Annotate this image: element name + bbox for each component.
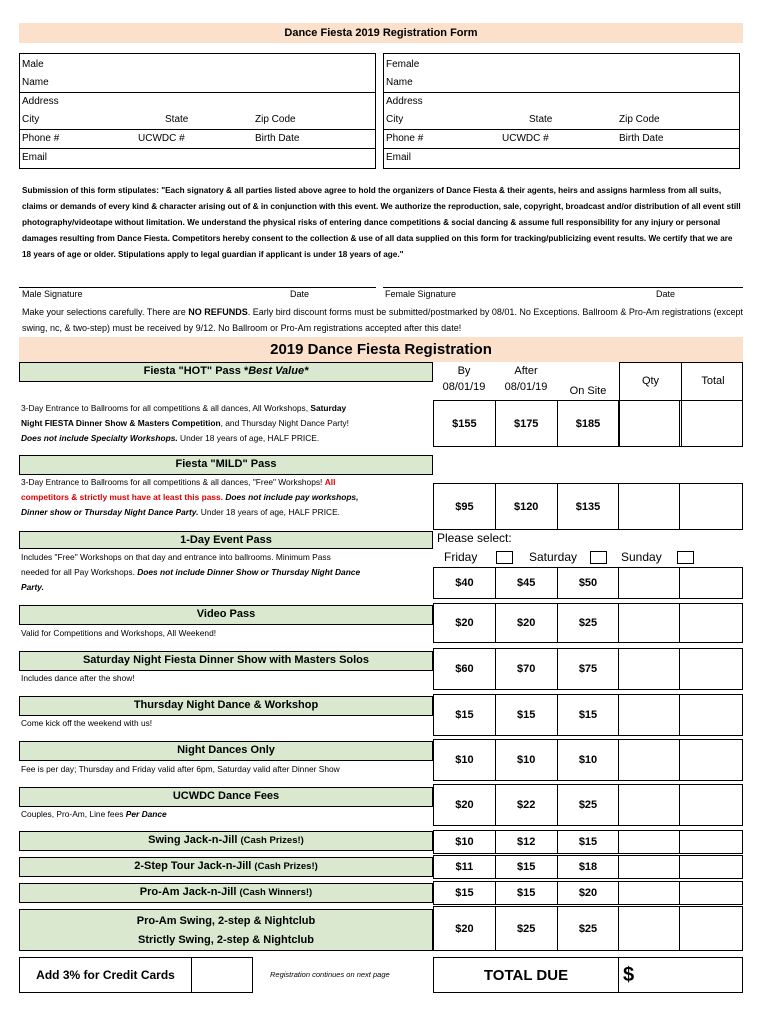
form-title: Dance Fiesta 2019 Registration Form xyxy=(19,23,743,43)
stipulations-text: Submission of this form stipulates: "Each signatory & all parties listed above agree to hold the organizers of Dance Fiesta & their agents, heirs and assigns harmless from all suits, claims or demands of every kind & character arising out of & in conjunction with this event. We authorize the reproduction, sale, copyright, broadcast and/or distribution of all event still photography/videotape without limitation. We understand the physical risks of entering dance competitions & social dancing & assume full responsibility for any injury or personal damages resulting from Dance Fiesta. Competitors hereby consent to the collection & use of all data supplied on this form for tracking/publicizing event results. We certify that we are 18 years of age or older. Stipulations apply to legal guardian if applicant is under 18 years of age." xyxy=(22,186,741,259)
qty-input[interactable] xyxy=(618,604,679,642)
total-input[interactable] xyxy=(679,604,742,642)
total-due-label: TOTAL DUE xyxy=(433,957,619,993)
total-input[interactable] xyxy=(679,882,742,904)
twostep-jnj-title: 2-Step Tour Jack-n-Jill (Cash Prizes!) xyxy=(19,857,433,877)
total-input[interactable] xyxy=(679,695,742,735)
price-onsite: $18 xyxy=(557,856,619,878)
price-onsite: $25 xyxy=(557,907,619,950)
total-input[interactable] xyxy=(679,740,742,780)
female-signature-line[interactable] xyxy=(383,287,743,288)
price-after: $70 xyxy=(495,649,557,689)
day-pass-title: 1-Day Event Pass xyxy=(19,531,433,549)
qty-input[interactable] xyxy=(618,568,679,598)
refund-note: Make your selections carefully. There are NO REFUNDS. Early bird discount forms must be submitted/postmarked by 08/01. No Exceptions. Ballroom & Pro-Am registrations (except swing, nc, & two-step) must be received by 9/12. No Ballroom or Pro-Am registrations accepted after this date! xyxy=(22,307,743,333)
qty-input[interactable] xyxy=(618,785,679,825)
proam-swing-title: Pro-Am Swing, 2-step & Nightclub Strictly Swing, 2-step & Nightclub xyxy=(19,909,433,951)
male-email-field[interactable]: Email xyxy=(22,152,48,163)
video-pass-desc: Valid for Competitions and Workshops, All Weekend! xyxy=(21,628,217,638)
price-onsite: $185 xyxy=(557,401,619,446)
male-signature-label: Male Signature xyxy=(22,289,83,299)
male-signature-line[interactable] xyxy=(19,287,376,288)
day-sunday-label: Sunday xyxy=(621,550,662,564)
continues-note: Registration continues on next page xyxy=(270,970,390,979)
female-heading: Female xyxy=(386,59,420,70)
dinner-show-desc: Includes dance after the show! xyxy=(21,673,135,683)
total-input[interactable] xyxy=(679,649,742,689)
thursday-prices xyxy=(433,694,743,736)
female-state-label: State xyxy=(529,114,553,125)
price-by: $10 xyxy=(433,831,495,853)
hot-pass-desc: 3-Day Entrance to Ballrooms for all competitions & all dances, All Workshops, Saturday Night FIESTA Dinner Show & Masters Competition, and Thursday Night Dance Party! Does not include Specialty Workshops. Under 18 years of age, HALF PRICE. xyxy=(21,403,349,443)
proam-jnj-title: Pro-Am Jack-n-Jill (Cash Winners!) xyxy=(19,883,433,903)
price-after: $120 xyxy=(495,484,557,529)
swing-jnj-prices xyxy=(433,830,743,854)
price-onsite: $75 xyxy=(557,649,619,689)
total-due-field[interactable] xyxy=(619,957,743,993)
female-signature-label: Female Signature xyxy=(385,289,457,299)
video-pass-title: Video Pass xyxy=(19,605,433,625)
qty-input[interactable] xyxy=(618,649,679,689)
male-info-box xyxy=(19,53,376,169)
price-after: $15 xyxy=(495,695,557,735)
male-birth-label: Birth Date xyxy=(255,133,300,144)
price-by: $40 xyxy=(433,568,495,598)
swing-jnj-title: Swing Jack-n-Jill (Cash Prizes!) xyxy=(19,831,433,851)
price-onsite: $135 xyxy=(557,484,619,529)
price-by: $155 xyxy=(433,401,495,446)
proam-jnj-prices xyxy=(433,881,743,905)
price-by: $20 xyxy=(433,907,495,950)
price-onsite: $15 xyxy=(557,695,619,735)
day-select-label: Please select: xyxy=(437,531,512,545)
registration-title: 2019 Dance Fiesta Registration xyxy=(19,337,743,362)
qty-input[interactable] xyxy=(618,907,679,950)
female-date-label: Date xyxy=(656,289,676,299)
price-after: $20 xyxy=(495,604,557,642)
male-zip-label: Zip Code xyxy=(255,114,296,125)
price-after: $22 xyxy=(495,785,557,825)
day-pass-desc: Includes "Free" Workshops on that day and entrance into ballrooms. Minimum Pass needed for all Pay Workshops. Does not include Dinner Show or Thursday Night Dance Party. xyxy=(21,552,361,592)
friday-checkbox[interactable] xyxy=(496,551,513,564)
ucwdc-fees-desc: Couples, Pro-Am, Line fees Per Dance xyxy=(21,809,167,819)
thursday-title: Thursday Night Dance & Workshop xyxy=(19,696,433,716)
ucwdc-fees-prices xyxy=(433,784,743,826)
total-input[interactable] xyxy=(679,401,742,446)
male-name-field[interactable]: Name xyxy=(20,74,375,93)
night-dances-prices xyxy=(433,739,743,781)
mild-pass-prices xyxy=(433,483,743,530)
price-by: $15 xyxy=(433,695,495,735)
col-after: After 08/01/19 xyxy=(504,365,548,393)
qty-input[interactable] xyxy=(618,484,679,529)
female-name-field[interactable]: Name xyxy=(384,74,739,93)
dinner-show-title: Saturday Night Fiesta Dinner Show with Masters Solos xyxy=(19,651,433,671)
total-input[interactable] xyxy=(679,907,742,950)
female-info-box xyxy=(383,53,740,169)
day-saturday-label: Saturday xyxy=(529,550,578,564)
dinner-show-prices xyxy=(433,648,743,690)
female-city-row[interactable] xyxy=(384,111,739,130)
price-onsite: $15 xyxy=(557,831,619,853)
col-total: Total xyxy=(701,375,725,387)
female-ucwdc-label: UCWDC # xyxy=(502,133,549,144)
price-by: $10 xyxy=(433,740,495,780)
price-after: $175 xyxy=(495,401,557,446)
credit-card-note: Add 3% for Credit Cards xyxy=(19,957,192,993)
price-onsite: $10 xyxy=(557,740,619,780)
hot-pass-title: Fiesta "HOT" Pass *Best Value* xyxy=(19,362,433,382)
day-friday-label: Friday xyxy=(444,550,478,564)
total-input[interactable] xyxy=(679,568,742,598)
thursday-desc: Come kick off the weekend with us! xyxy=(21,718,153,728)
total-input[interactable] xyxy=(679,785,742,825)
col-onsite: On Site xyxy=(569,385,607,397)
ucwdc-fees-title: UCWDC Dance Fees xyxy=(19,787,433,807)
male-phone-label: Phone # xyxy=(22,133,60,144)
price-by: $20 xyxy=(433,604,495,642)
total-input[interactable] xyxy=(679,831,742,853)
female-phone-label: Phone # xyxy=(386,133,424,144)
male-phone-row[interactable] xyxy=(20,130,375,149)
male-heading: Male xyxy=(22,59,44,70)
qty-input[interactable] xyxy=(618,695,679,735)
price-by: $11 xyxy=(433,856,495,878)
mild-pass-title: Fiesta "MILD" Pass xyxy=(19,455,433,475)
night-dances-title: Night Dances Only xyxy=(19,741,433,761)
female-address-field[interactable]: Address xyxy=(386,96,423,107)
total-input[interactable] xyxy=(679,484,742,529)
day-pass-prices xyxy=(433,567,743,599)
col-by: By 08/01/19 xyxy=(442,365,486,393)
saturday-checkbox[interactable] xyxy=(590,551,607,564)
female-phone-row[interactable] xyxy=(384,130,739,149)
price-onsite: $20 xyxy=(557,882,619,904)
price-onsite: $25 xyxy=(557,604,619,642)
price-after: $12 xyxy=(495,831,557,853)
hot-pass-prices xyxy=(433,400,743,447)
col-qty: Qty xyxy=(641,375,660,387)
price-after: $10 xyxy=(495,740,557,780)
price-after: $25 xyxy=(495,907,557,950)
female-birth-label: Birth Date xyxy=(619,133,664,144)
female-zip-label: Zip Code xyxy=(619,114,660,125)
male-address-field[interactable]: Address xyxy=(22,96,59,107)
price-onsite: $50 xyxy=(557,568,619,598)
price-by: $95 xyxy=(433,484,495,529)
sunday-checkbox[interactable] xyxy=(677,551,694,564)
qty-input[interactable] xyxy=(618,401,679,446)
female-city-label: City xyxy=(386,114,404,125)
mild-pass-desc: 3-Day Entrance to Ballrooms for all competitions & all dances, "Free" Workshops! All competitors & strictly must have at least this pass. Does not include pay workshops, Dinner show or Thursday Night Dance Party. Under 18 years of age, HALF PRICE. xyxy=(21,477,359,517)
price-after: $15 xyxy=(495,856,557,878)
male-city-label: City xyxy=(22,114,40,125)
qty-input[interactable] xyxy=(618,856,679,878)
price-after: $15 xyxy=(495,882,557,904)
price-after: $45 xyxy=(495,568,557,598)
price-onsite: $25 xyxy=(557,785,619,825)
male-ucwdc-label: UCWDC # xyxy=(138,133,185,144)
credit-card-amount[interactable] xyxy=(192,957,253,993)
qty-input[interactable] xyxy=(618,831,679,853)
twostep-jnj-prices xyxy=(433,855,743,879)
female-email-field[interactable]: Email xyxy=(386,152,412,163)
video-pass-prices xyxy=(433,603,743,643)
male-state-label: State xyxy=(165,114,189,125)
proam-swing-prices xyxy=(433,906,743,951)
dollar-sign: $ xyxy=(623,963,635,986)
qty-input[interactable] xyxy=(618,882,679,904)
price-by: $60 xyxy=(433,649,495,689)
night-dances-desc: Fee is per day; Thursday and Friday valid after 6pm, Saturday valid after Dinner Show xyxy=(21,764,340,774)
total-input[interactable] xyxy=(679,856,742,878)
male-city-row[interactable] xyxy=(20,111,375,130)
price-by: $15 xyxy=(433,882,495,904)
qty-input[interactable] xyxy=(618,740,679,780)
price-by: $20 xyxy=(433,785,495,825)
male-date-label: Date xyxy=(290,289,310,299)
